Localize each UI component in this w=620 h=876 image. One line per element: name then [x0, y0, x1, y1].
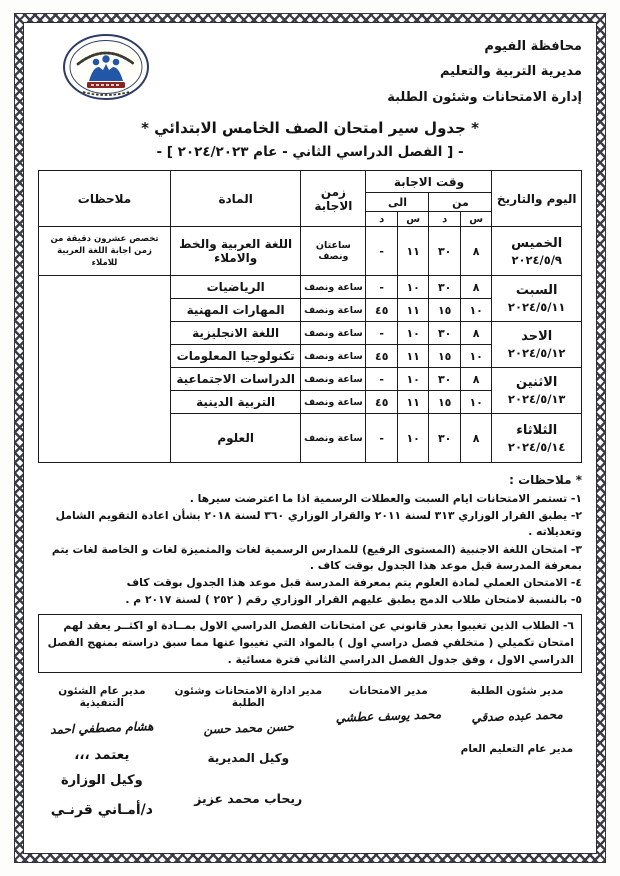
day-cell	[492, 368, 582, 414]
time-from-min-cell: ٣٠	[429, 276, 460, 299]
sig-deputy-directorate-name: ريحاب محمد عزيز	[194, 790, 303, 806]
day-cell	[492, 227, 582, 276]
sig-title: مدير ادارة الامتحانات وشئون الطلبة	[174, 684, 323, 709]
sig-col-exam-admin	[172, 685, 325, 818]
col-header-from: من	[429, 193, 492, 212]
table-row-saturday-1	[39, 276, 582, 299]
time-from-min-cell: ١٥	[429, 299, 460, 322]
time-from-min-cell: ١٥	[429, 345, 460, 368]
subject-cell: التربية الدينية	[171, 391, 301, 414]
time-from-min-cell: ٣٠	[429, 368, 460, 391]
col-header-to-min: د	[366, 212, 397, 227]
time-from-hour-cell: ٨	[460, 414, 491, 463]
sig-title: مدير شئون الطلبة	[470, 684, 564, 697]
note-item-1: ١- تستمر الامتحانات ايام السبت والعطلات الرسمية اذا ما اعترضت سيرها .	[189, 492, 582, 506]
sig-approved-label: يعتمد ،،،	[74, 746, 130, 763]
sig-name-handwritten: حسن محمد حسن	[202, 718, 294, 737]
time-from-hour-cell: ١٠	[460, 345, 491, 368]
sig-name-handwritten: محمد يوسف عطشي	[335, 706, 442, 725]
sig-col-executive	[38, 685, 166, 818]
page-title: * جدول سير امتحان الصف الخامس الابتدائي *	[141, 119, 479, 138]
note-item-4: ٤- الامتحان العملي لمادة العلوم يتم بمعرفة المدرسة قبل موعد هذا الجدول بوقت كاف	[126, 575, 582, 589]
signatures-section	[38, 685, 582, 818]
col-header-to: الى	[366, 193, 429, 212]
time-from-min-cell: ٣٠	[429, 414, 460, 463]
sig-name-handwritten: هشام مصطفي احمد	[50, 718, 154, 737]
org-line-governorate: محافظة الفيوم	[484, 39, 582, 54]
time-from-min-cell: ٣٠	[429, 322, 460, 345]
time-from-hour-cell: ٨	[460, 322, 491, 345]
time-from-hour-cell: ١٠	[460, 391, 491, 414]
sig-general-education: مدير عام التعليم العام	[460, 742, 574, 755]
time-to-hour-cell: ١١	[397, 345, 428, 368]
col-header-subject: المادة	[171, 171, 301, 227]
time-from-hour-cell: ٨	[460, 227, 491, 276]
time-to-hour-cell: ١٠	[397, 368, 428, 391]
org-block	[387, 31, 582, 110]
time-from-hour-cell: ٨	[460, 276, 491, 299]
time-to-min-cell: -	[366, 227, 397, 276]
subject-note-cell: تخصص عشرون دقيقة من زمن اجابة اللغة العربية للاملاء	[39, 227, 171, 276]
decorative-border	[14, 13, 606, 863]
day-date: ٢٠٢٤/٥/١٢	[507, 346, 566, 361]
document-sheet	[23, 22, 597, 854]
duration-cell: ساعة ونصف	[301, 414, 366, 463]
duration-cell: ساعة ونصف	[301, 391, 366, 414]
time-to-hour-cell: ١٠	[397, 276, 428, 299]
col-header-to-hour: س	[397, 212, 428, 227]
day-name: الثلاثاء	[516, 422, 558, 438]
duration-cell: ساعة ونصف	[301, 322, 366, 345]
time-to-hour-cell: ١١	[397, 391, 428, 414]
subject-cell: المهارات المهنية	[171, 299, 301, 322]
col-header-notes: ملاحظات	[39, 171, 171, 227]
notes-empty-cell	[39, 276, 171, 463]
title-block	[38, 119, 582, 160]
col-header-duration: زمن الاجابة	[301, 171, 366, 227]
table-row-thursday	[39, 227, 582, 276]
time-to-hour-cell: ١٠	[397, 322, 428, 345]
sig-undersecretary-title: وكيل الوزارة	[61, 772, 143, 788]
subject-cell: الدراسات الاجتماعية	[171, 368, 301, 391]
time-to-min-cell: ٤٥	[366, 299, 397, 322]
subject-cell: العلوم	[171, 414, 301, 463]
time-to-min-cell: ٤٥	[366, 345, 397, 368]
time-to-min-cell: -	[366, 368, 397, 391]
day-cell	[492, 322, 582, 368]
time-from-hour-cell: ٨	[460, 368, 491, 391]
col-header-from-hour: س	[460, 212, 491, 227]
duration-cell: ساعة ونصف	[301, 345, 366, 368]
day-date: ٢٠٢٤/٥/١١	[507, 300, 566, 315]
sig-col-student-affairs	[452, 685, 582, 818]
notes-heading: * ملاحظات :	[509, 473, 582, 488]
time-to-min-cell: -	[366, 276, 397, 299]
time-to-hour-cell: ١١	[397, 227, 428, 276]
duration-cell: ساعتان ونصف	[301, 227, 366, 276]
day-date: ٢٠٢٤/٥/٩	[511, 252, 562, 267]
sig-name-handwritten: محمد عبده صدقي	[470, 706, 563, 725]
col-header-from-min: د	[429, 212, 460, 227]
col-header-time: وقت الاجابة	[366, 171, 492, 193]
day-date: ٢٠٢٤/٥/١٣	[507, 392, 566, 407]
time-to-hour-cell: ١١	[397, 299, 428, 322]
day-name: السبت	[515, 283, 558, 299]
exam-schedule-table	[38, 170, 582, 463]
time-from-min-cell: ١٥	[429, 391, 460, 414]
sig-deputy-directorate-title: وكيل المديرية	[207, 750, 290, 765]
org-line-administration: إدارة الامتحانات وشئون الطلبة	[387, 89, 582, 105]
sig-col-exams	[331, 685, 446, 818]
day-cell	[492, 414, 582, 463]
time-to-min-cell: -	[366, 322, 397, 345]
org-line-directorate: مديرية التربية والتعليم	[439, 64, 582, 80]
subject-cell: اللغة العربية والخط والاملاء	[171, 227, 301, 276]
duration-cell: ساعة ونصف	[301, 368, 366, 391]
time-to-min-cell: -	[366, 414, 397, 463]
note-item-2: ٢- يطبق القرار الوزاري ٣١٣ لسنة ٢٠١١ والقرار الوزاري ٣٦٠ لسنة ٢٠١٨ بشأن اعادة التقويم الشامل وتعديلاته .	[55, 509, 582, 539]
subject-cell: الرياضيات	[171, 276, 301, 299]
note-item-5: ٥- بالنسبة لامتحان طلاب الدمج يطبق عليهم القرار الوزاري رقم ( ٢٥٢ ) لسنة ٢٠١٧ م .	[125, 593, 582, 607]
day-cell	[492, 276, 582, 322]
page-subtitle: - [ الفصل الدراسي الثاني - عام ٢٠٢٤/٢٠٢٣ ] -	[156, 144, 464, 161]
notes-section	[38, 471, 582, 608]
day-date: ٢٠٢٤/٥/١٤	[507, 439, 566, 454]
subject-cell: اللغة الانجليزية	[171, 322, 301, 345]
ministry-emblem-icon	[62, 33, 150, 101]
note-item-3: ٣- امتحان اللغة الاجنبية (المستوى الرفيع) للمدارس الرسمية لغات والمتميزة لغات و الخاصة لغات يتم بمعرفة المدرسة قبل موعد هذا الجدول بوقت كاف .	[51, 542, 582, 572]
table-header-row	[39, 171, 582, 193]
document-header	[38, 31, 582, 110]
duration-cell: ساعة ونصف	[301, 276, 366, 299]
day-name: الخميس	[511, 235, 563, 251]
subject-cell: تكنولوجيا المعلومات	[171, 345, 301, 368]
duration-cell: ساعة ونصف	[301, 299, 366, 322]
time-from-hour-cell: ١٠	[460, 299, 491, 322]
sig-undersecretary-name: د/أمـاني قرنـي	[50, 801, 153, 818]
boxed-note: ٦- الطلاب الذين تغيبوا بعذر قانوني عن امتحانات الفصل الدراسي الاول بمــادة او اكثــر يعقد لهم امتحان تكميلي ( متخلفي فصل دراسي اول ) بالمواد التي تغيبوا عنها مما سبق دراسته بمنهج الفصل الدراسي الاول ، وفق جدول الفصل الدراسي الثاني فترة مسائية .	[38, 614, 582, 672]
col-header-day: اليوم والتاريخ	[492, 171, 582, 227]
time-to-hour-cell: ١٠	[397, 414, 428, 463]
day-name: الاثنين	[516, 375, 558, 391]
time-to-min-cell: ٤٥	[366, 391, 397, 414]
day-name: الاحد	[521, 329, 553, 345]
time-from-min-cell: ٣٠	[429, 227, 460, 276]
sig-title: مدير عام الشئون التنفيذية	[58, 684, 146, 709]
ministry-logo	[38, 31, 156, 105]
sig-title: مدير الامتحانات	[348, 684, 428, 697]
